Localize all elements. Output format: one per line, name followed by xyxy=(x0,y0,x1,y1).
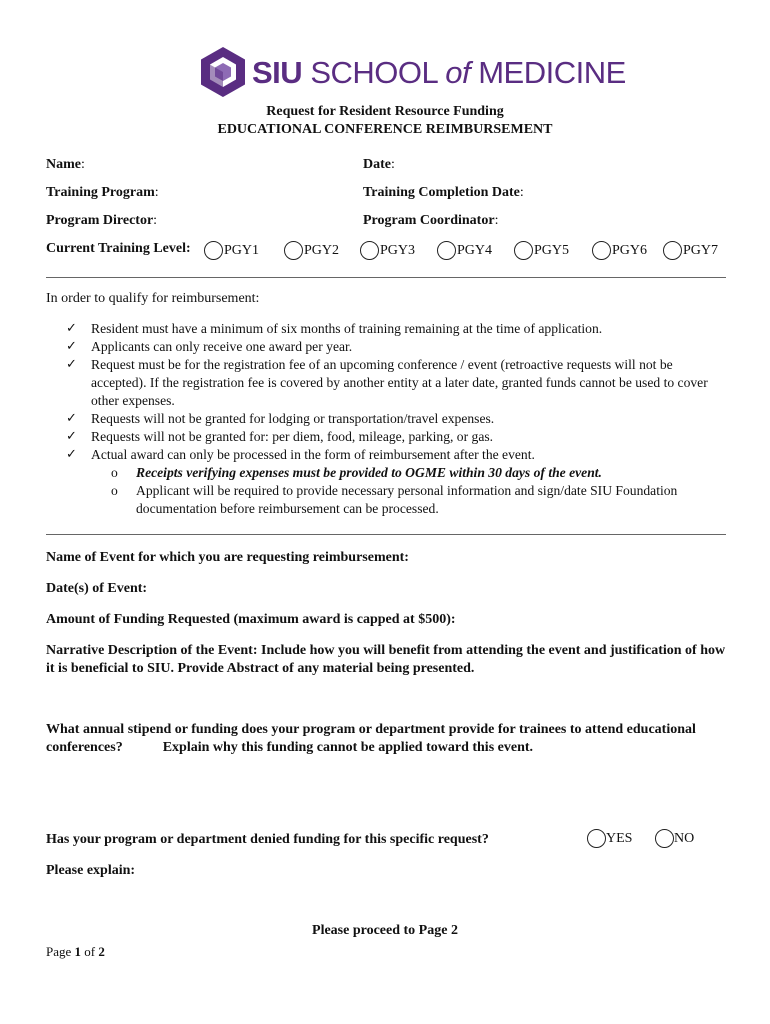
check-mark-icon: ✓ xyxy=(66,447,77,462)
radio-pgy3[interactable] xyxy=(360,241,379,260)
logo-wordmark xyxy=(252,54,626,90)
divider-top xyxy=(46,277,726,278)
divider-middle xyxy=(46,534,726,535)
funding-amount-question: Amount of Funding Requested (maximum award is capped at $500): xyxy=(46,612,456,627)
stipend-question: What annual stipend or funding does your program or department provide for trainees to attend educational conferences? Explain why this funding cannot be applied toward this event. xyxy=(46,722,696,755)
check-mark-icon: ✓ xyxy=(66,357,77,372)
requirement-item: ✓ Applicants can only receive one award per year. xyxy=(66,339,353,354)
event-dates-question: Date(s) of Event: xyxy=(46,581,148,596)
denied-question: Has your program or department denied funding for this specific request? xyxy=(46,832,489,847)
program-director-label: Program Director: xyxy=(46,213,158,228)
requirement-item: ✓ Requests will not be granted for: per diem, food, mileage, parking, or gas. xyxy=(66,429,494,444)
radio-pgy6[interactable] xyxy=(592,241,611,260)
radio-pgy7[interactable] xyxy=(663,241,682,260)
pgy6-option[interactable]: PGY6 xyxy=(592,241,647,260)
logo-siu: SIU xyxy=(252,54,303,90)
requirement-item: ✓ Requests will not be granted for lodging or transportation/travel expenses. xyxy=(66,411,495,426)
logo-medicine: MEDICINE xyxy=(478,54,626,90)
radio-pgy2[interactable] xyxy=(284,241,303,260)
training-completion-date-label: Training Completion Date: xyxy=(363,185,524,200)
program-coordinator-label: Program Coordinator: xyxy=(363,213,499,228)
name-field-label: Name: xyxy=(46,157,85,172)
please-explain-label: Please explain: xyxy=(46,863,136,878)
siu-hexagon-logo-icon xyxy=(200,46,246,98)
check-mark-icon: ✓ xyxy=(66,429,77,444)
form-subtitle: EDUCATIONAL CONFERENCE REIMBURSEMENT xyxy=(217,122,553,137)
radio-pgy4[interactable] xyxy=(437,241,456,260)
narrative-question: Narrative Description of the Event: Include how you will benefit from attending the event and justification of how it is beneficial to SIU. Provide Abstract of any material being presented. xyxy=(46,643,726,676)
pgy4-option[interactable]: PGY4 xyxy=(437,241,492,260)
date-field-label: Date: xyxy=(363,157,395,172)
requirement-item: ✓ Actual award can only be processed in the form of reimbursement after the event. xyxy=(66,447,535,462)
pgy2-option[interactable]: PGY2 xyxy=(284,241,339,260)
sub-requirement-item: o Receipts verifying expenses must be provided to OGME within 30 days of the event. xyxy=(111,465,602,480)
bullet-o: o xyxy=(111,483,118,498)
event-name-question: Name of Event for which you are requesting reimbursement: xyxy=(46,550,409,565)
bullet-o: o xyxy=(111,465,118,480)
requirements-intro: In order to qualify for reimbursement: xyxy=(46,291,260,306)
pgy5-option[interactable]: PGY5 xyxy=(514,241,569,260)
sub-requirement-item: o Applicant will be required to provide necessary personal information and sign/date SIU Foundation documentation before reimbursement can be processed. xyxy=(111,483,678,516)
requirements-list xyxy=(66,320,726,518)
siu-logo xyxy=(200,46,626,98)
logo-school: SCHOOL xyxy=(310,54,438,90)
requirement-item: ✓ Request must be for the registration fee of an upcoming conference / event (retroactive requests will not be accepted). If the registration fee is covered by another entity at a later date, granted funds cannot be used to cover other expenses. xyxy=(66,357,708,408)
training-level-row xyxy=(46,241,736,261)
pgy1-option[interactable]: PGY1 xyxy=(204,241,259,260)
form-title: Request for Resident Resource Funding xyxy=(266,104,504,119)
training-level-label: Current Training Level: xyxy=(46,241,191,256)
page-number: Page 1 of 2 xyxy=(46,944,105,959)
radio-no[interactable] xyxy=(655,829,674,848)
training-program-label: Training Program: xyxy=(46,185,159,200)
requirement-item: ✓ Resident must have a minimum of six months of training remaining at the time of application. xyxy=(66,321,603,336)
radio-yes[interactable] xyxy=(587,829,606,848)
logo-of: of xyxy=(445,54,471,90)
no-option[interactable]: NO xyxy=(655,829,694,848)
check-mark-icon: ✓ xyxy=(66,339,77,354)
radio-pgy5[interactable] xyxy=(514,241,533,260)
check-mark-icon: ✓ xyxy=(66,411,77,426)
pgy7-option[interactable]: PGY7 xyxy=(663,241,718,260)
pgy3-option[interactable]: PGY3 xyxy=(360,241,415,260)
reimbursement-sub-list xyxy=(111,464,726,518)
yes-option[interactable]: YES xyxy=(587,829,632,848)
check-mark-icon: ✓ xyxy=(66,321,77,336)
radio-pgy1[interactable] xyxy=(204,241,223,260)
proceed-note: Please proceed to Page 2 xyxy=(312,923,458,938)
